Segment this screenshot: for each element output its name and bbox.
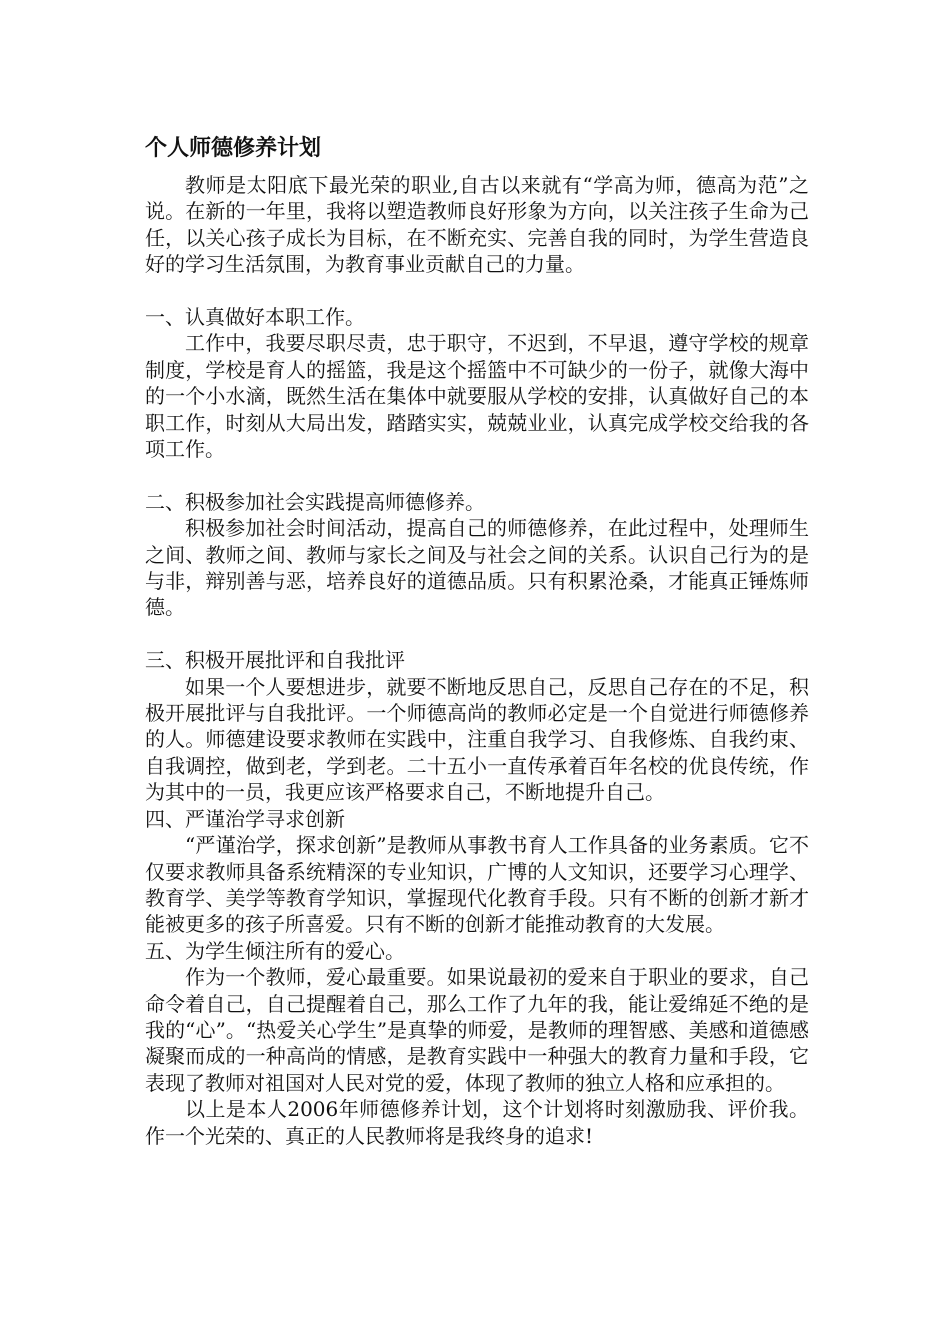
section-heading-5: 五、为学生倾注所有的爱心。 — [145, 938, 405, 963]
section-heading-2: 二、积极参加社会实践提高师德修养。 — [145, 489, 485, 514]
section-heading-4: 四、严谨治学寻求创新 — [145, 806, 345, 831]
paragraph-spacer — [145, 278, 809, 304]
section-body-5: 作为一个教师，爱心最重要。如果说最初的爱来自于职业的要求，自己命令着自己，自己提醒着自己，那么工作了九年的我，能让爱绵延不绝的是我的“心”。“热爱关心学生”是真挚的师爱，是教师的理智感、美感和道德感凝聚而成的一种高尚的情感，是教育实践中一种强大的教育力量和手段，它表现了教师对祖国对人民对党的爱，体现了教师的独立人格和应承担的。 — [145, 965, 809, 1095]
section-body-4: “严谨治学，探求创新”是教师从事教书育人工作具备的业务素质。它不仅要求教师具备系统精深的专业知识，广博的人文知识，还要学习心理学、教育学、美学等教育学知识，掌握现代化教育手段。只有不断的创新才新才能被更多的孩子所喜爱。只有不断的创新才能推动教育的大发展。 — [145, 833, 809, 937]
section-heading-1: 一、认真做好本职工作。 — [145, 305, 365, 330]
conclusion-paragraph: 以上是本人2006年师德修养计划，这个计划将时刻激励我、评价我。作一个光荣的、真正的人民教师将是我终身的追求! — [145, 1097, 809, 1148]
document-page — [145, 133, 809, 1149]
paragraph-spacer — [145, 462, 809, 488]
section-body-2: 积极参加社会时间活动，提高自己的师德修养，在此过程中，处理师生之间、教师之间、教师与家长之间及与社会之间的关系。认识自己行为的是与非，辩别善与恶，培养良好的道德品质。只有积累沧桑，才能真正锤炼师德。 — [145, 516, 809, 620]
document-title: 个人师德修养计划 — [145, 136, 322, 161]
section-body-3: 如果一个人要想进步，就要不断地反思自己，反思自己存在的不足，积极开展批评与自我批评。一个师德高尚的教师必定是一个自觉进行师德修养的人。师德建设要求教师在实践中，注重自我学习、自我修炼、自我约束、自我调控，做到老，学到老。二十五小一直传承着百年名校的优良传统，作为其中的一员，我更应该严格要求自己，不断地提升自己。 — [145, 674, 809, 805]
section-body-1: 工作中，我要尽职尽责，忠于职守，不迟到，不早退，遵守学校的规章制度，学校是育人的摇篮，我是这个摇篮中不可缺少的一份子，就像大海中的一个小水滴，既然生活在集体中就要服从学校的安排，认真做好自己的本职工作，时刻从大局出发，踏踏实实，兢兢业业，认真完成学校交给我的各项工作。 — [145, 331, 809, 462]
intro-paragraph: 教师是太阳底下最光荣的职业,自古以来就有“学高为师，德高为范”之说。在新的一年里，我将以塑造教师良好形象为方向，以关注孩子生命为己任，以关心孩子成长为目标，在不断充实、完善自我的同时，为学生营造良好的学习生活氛围，为教育事业贡献自己的力量。 — [145, 173, 809, 277]
paragraph-spacer — [145, 621, 809, 647]
section-heading-3: 三、积极开展批评和自我批评 — [145, 648, 405, 673]
